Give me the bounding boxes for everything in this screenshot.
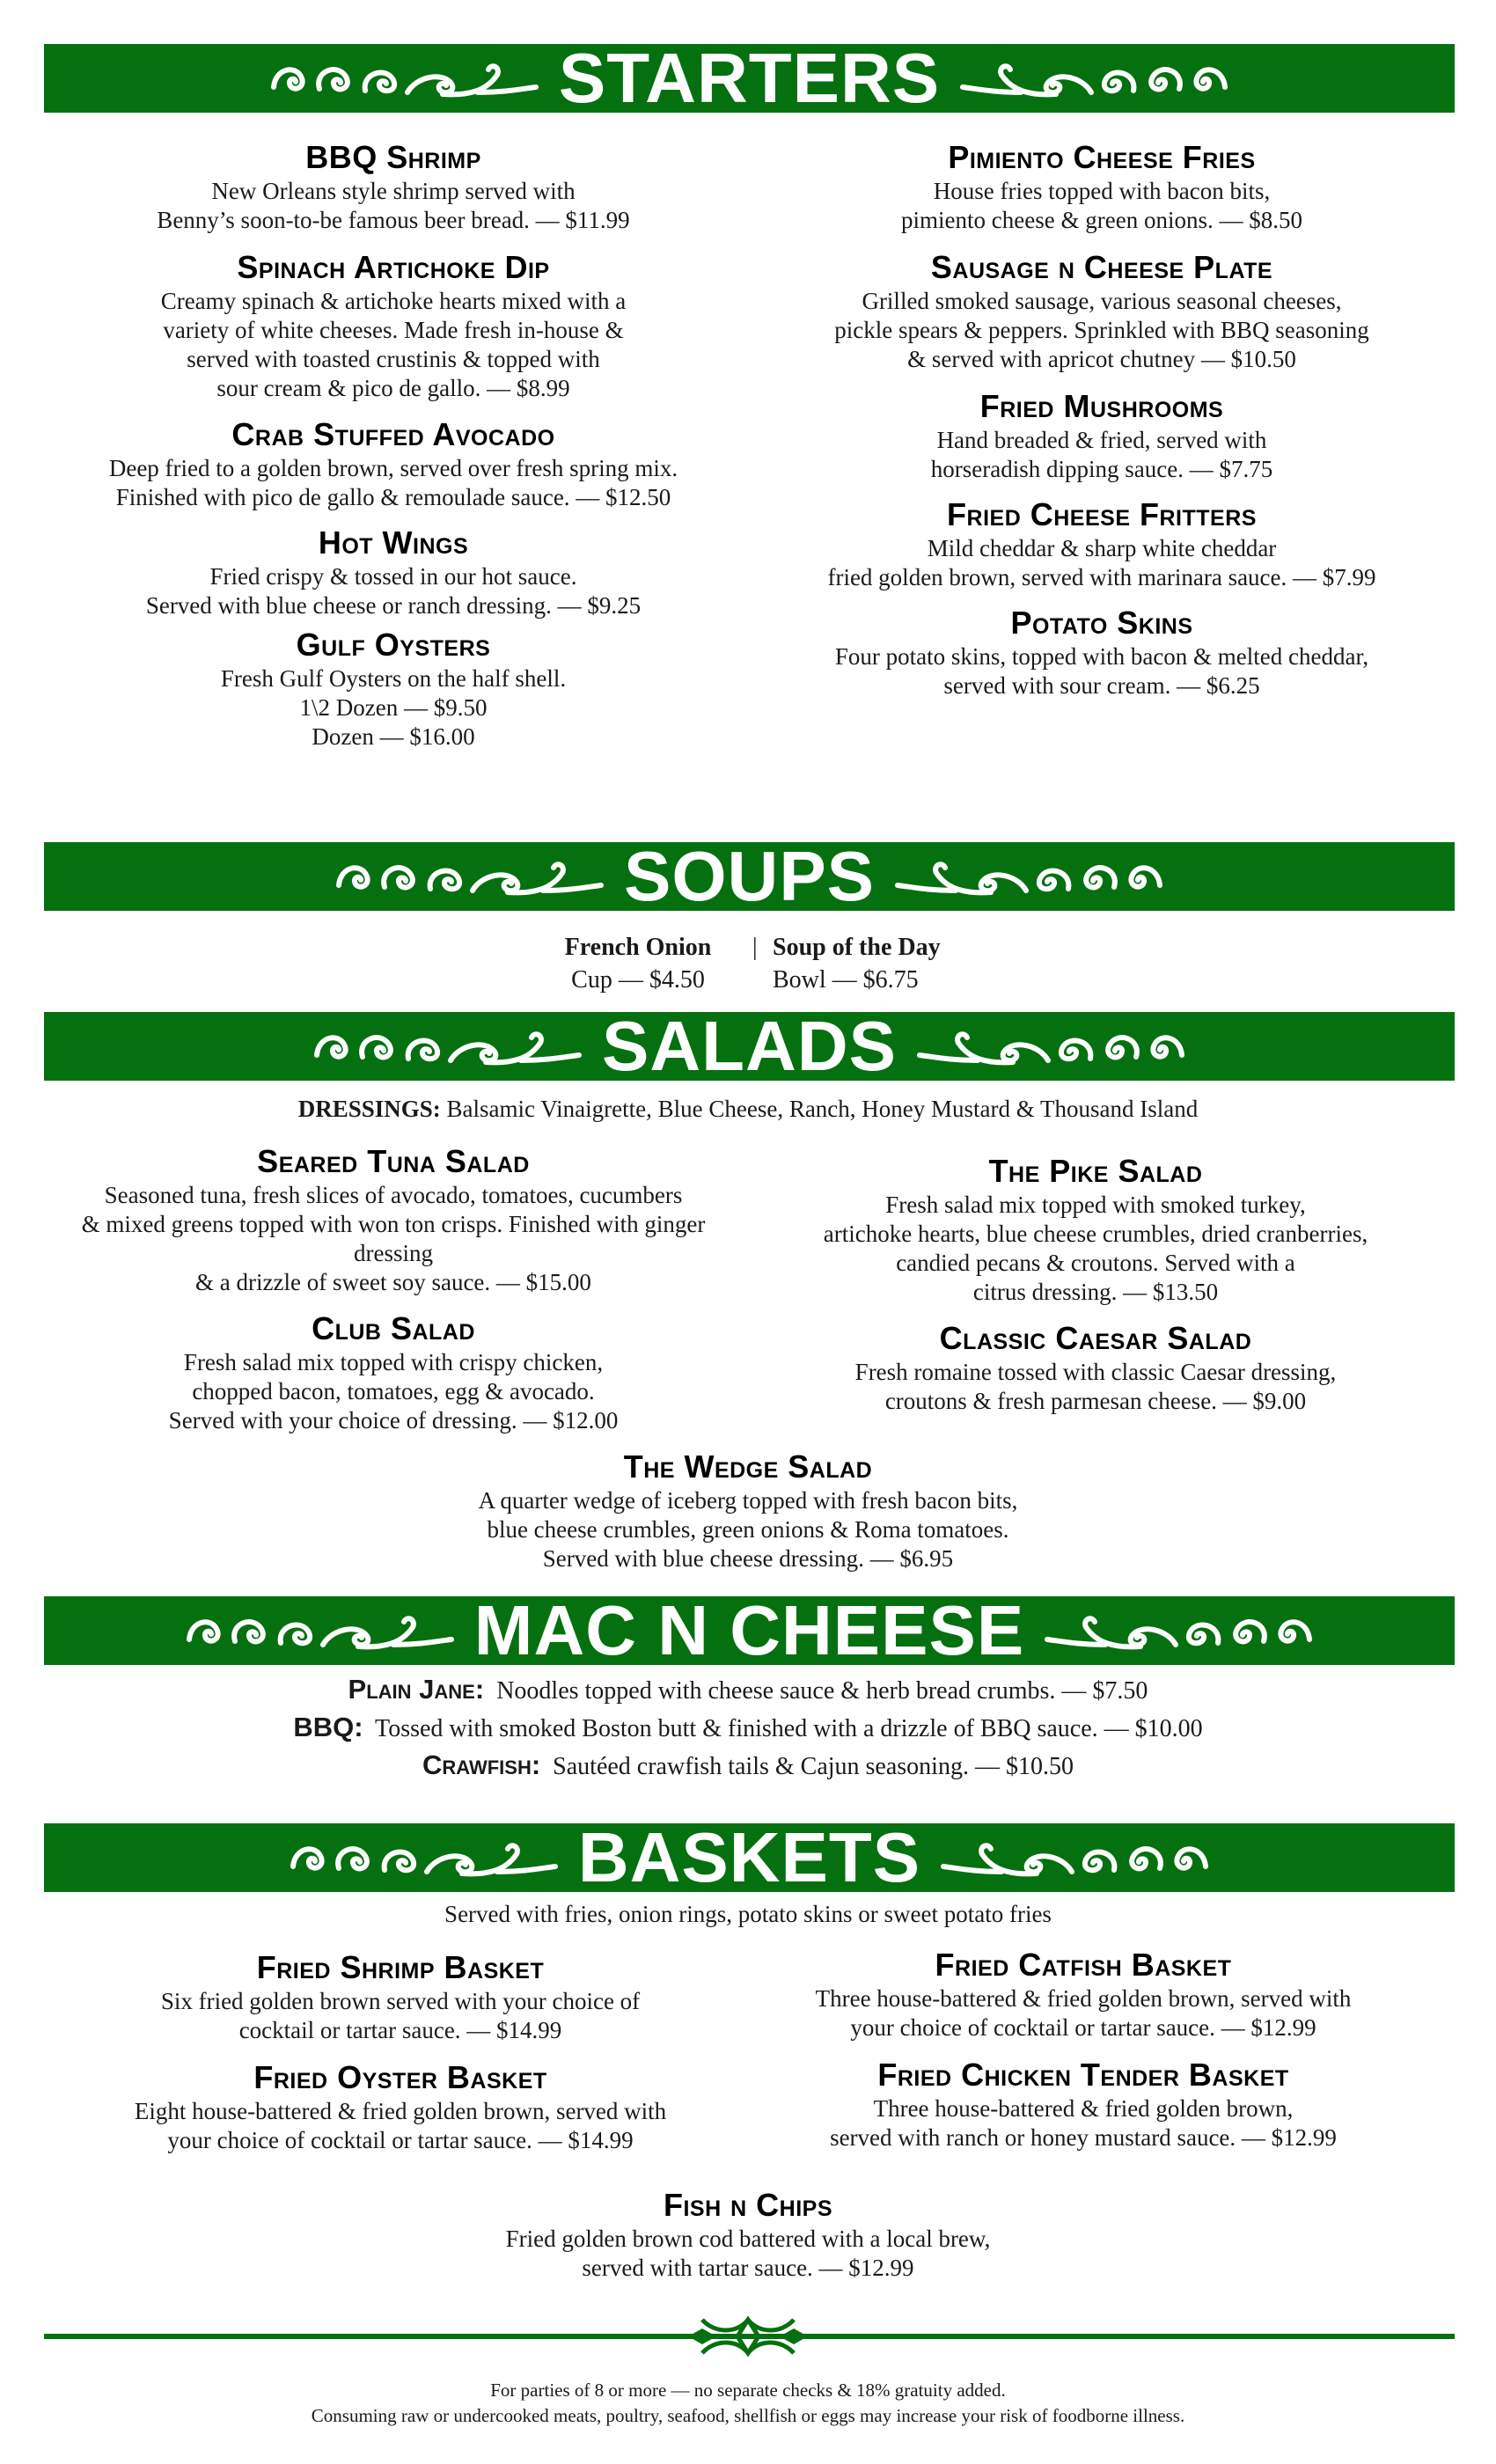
menu-item-name: Pimiento Cheese Fries <box>948 139 1256 175</box>
menu-item-name: Sausage n Cheese Plate <box>930 249 1273 285</box>
menu-item-description: Three house-battered & fried golden brown, served with <box>815 1985 1352 2012</box>
soup-price: Bowl — $6.75 <box>773 966 919 994</box>
menu-item <box>157 138 629 235</box>
mac-label: BBQ: <box>293 1712 363 1742</box>
menu-item-description: A quarter wedge of iceberg topped with fresh bacon bits, <box>478 1487 1018 1514</box>
left-ornament-icon <box>310 1020 583 1073</box>
menu-item-description: pickle spears & peppers. Sprinkled with BBQ seasoning <box>834 317 1369 343</box>
starters-banner <box>44 39 1455 117</box>
menu-item <box>827 495 1375 592</box>
dressings-list: Balsamic Vinaigrette, Blue Cheese, Ranch, Honey Mustard & Thousand Island <box>446 1096 1199 1122</box>
menu-item <box>161 1948 640 2045</box>
left-ornament-icon <box>267 52 539 105</box>
menu-item-name: Fried Catfish Basket <box>935 1947 1232 1983</box>
mac-description: Tossed with smoked Boston butt & finished with a drizzle of BBQ sauce. — $10.00 <box>375 1715 1203 1742</box>
soup-separator: | <box>752 934 758 961</box>
menu-item-description: horseradish dipping sauce. — $7.75 <box>930 456 1273 482</box>
menu-item-description: Three house-battered & fried golden brown, <box>873 2095 1294 2122</box>
menu-item-description: croutons & fresh parmesan cheese. — $9.00 <box>884 1388 1307 1414</box>
menu-item <box>830 2056 1337 2152</box>
menu-item-description: Eight house-battered & fried golden brown, served with <box>134 2098 667 2124</box>
right-ornament-icon <box>959 52 1232 105</box>
menu-item-description: candied pecans & croutons. Served with a <box>896 1250 1295 1276</box>
soup-price: Cup — $4.50 <box>571 966 705 994</box>
soups-banner <box>44 837 1455 915</box>
menu-item-name: The Pike Salad <box>988 1153 1203 1189</box>
menu-item-description: 1\2 Dozen — $9.50 <box>299 694 488 721</box>
soup-french-onion <box>539 931 737 996</box>
dressings-label: DRESSINGS: <box>297 1096 441 1122</box>
menu-item-description: served with ranch or honey mustard sauce. — $12.99 <box>830 2124 1337 2151</box>
menu-item-name: Gulf Oysters <box>296 627 491 663</box>
menu-item-description: Fried crispy & tossed in our hot sauce. <box>209 563 577 590</box>
baskets-subtitle: Served with fries, onion rings, potato skins or sweet potato fries <box>444 1901 1052 1927</box>
menu-item-name: Classic Caesar Salad <box>939 1320 1252 1356</box>
menu-item-description: Served with blue cheese or ranch dressing. — $9.25 <box>145 592 642 619</box>
menu-item <box>161 248 627 403</box>
menu-item-description: Finished with pico de gallo & remoulade sauce. — $12.50 <box>115 484 671 510</box>
soup-name: Soup of the Day <box>773 934 941 961</box>
menu-item-description: House fries topped with bacon bits, <box>933 178 1271 204</box>
left-ornament-icon <box>286 1831 559 1884</box>
menu-item-name: Hot Wings <box>318 524 469 561</box>
mac-label: Plain Jane: <box>348 1674 485 1705</box>
menu-item <box>931 387 1272 484</box>
menu-item-name: Fish n Chips <box>663 2187 833 2223</box>
menu-item-description: Mild cheddar & sharp white cheddar <box>927 535 1277 561</box>
menu-item <box>109 415 678 512</box>
right-ornament-icon <box>1044 1604 1316 1657</box>
soup-name: French Onion <box>564 934 712 961</box>
mac-banner <box>44 1591 1455 1669</box>
menu-item-description: Six fried golden brown served with your choice of <box>160 1988 641 2014</box>
menu-item-name: The Wedge Salad <box>623 1448 873 1485</box>
menu-item-name: Spinach Artichoke Dip <box>237 249 550 285</box>
salad-dressings <box>0 1095 1496 1124</box>
menu-item-name: Club Salad <box>312 1310 475 1346</box>
mac-item <box>0 1674 1496 1707</box>
menu-item-description: Seasoned tuna, fresh slices of avocado, tomatoes, cucumbers <box>104 1182 683 1208</box>
menu-item <box>221 626 566 752</box>
menu-item-name: Crab Stuffed Avocado <box>231 416 555 452</box>
menu-item <box>506 2186 991 2283</box>
menu-item-description: served with sour cream. — $6.25 <box>943 672 1260 699</box>
menu-item <box>479 1448 1018 1573</box>
menu-item <box>816 1946 1352 2042</box>
menu-item <box>169 1309 619 1435</box>
section-title: MAC N CHEESE <box>473 1591 1025 1669</box>
mac-item <box>0 1712 1496 1745</box>
menu-item-description: Served with your choice of dressing. — $12.00 <box>168 1407 619 1434</box>
menu-item-description: Fresh salad mix topped with crispy chicken, <box>183 1349 604 1375</box>
menu-item <box>824 1152 1368 1307</box>
menu-item-name: BBQ Shrimp <box>305 139 481 175</box>
menu-item-description: your choice of cocktail or tartar sauce. — $14.99 <box>167 2127 634 2153</box>
mac-description: Sautéed crawfish tails & Cajun seasoning. — $10.50 <box>553 1753 1074 1780</box>
menu-item <box>82 1142 706 1297</box>
menu-item-name: Fried Shrimp Basket <box>256 1949 545 1985</box>
menu-item-description: artichoke hearts, blue cheese crumbles, dried cranberries, <box>823 1221 1368 1247</box>
menu-item-description: Dozen — $16.00 <box>312 723 475 750</box>
section-title: BASKETS <box>577 1818 921 1896</box>
menu-item-description: Fresh romaine tossed with classic Caesar dressing, <box>854 1359 1337 1385</box>
menu-item-name: Fried Mushrooms <box>979 388 1224 424</box>
left-ornament-icon <box>332 850 605 903</box>
menu-item-description: dressing <box>353 1240 433 1266</box>
menu-item-description: Fresh salad mix topped with smoked turkey, <box>885 1192 1306 1218</box>
menu-item-name: Fried Cheese Fritters <box>947 496 1257 532</box>
menu-item <box>855 1319 1337 1416</box>
menu-item-description: chopped bacon, tomatoes, egg & avocado. <box>192 1378 595 1404</box>
right-ornament-icon <box>894 850 1167 903</box>
right-ornament-icon <box>916 1020 1189 1073</box>
footer-note-health: Consuming raw or undercooked meats, poultry, seafood, shellfish or eggs may increase your risk of foodborne illness. <box>311 2405 1185 2426</box>
mac-item <box>0 1749 1496 1783</box>
divider-ornament-icon <box>671 2313 825 2360</box>
menu-item-description: & served with apricot chutney — $10.50 <box>907 346 1296 372</box>
menu-item-description: pimiento cheese & green onions. — $8.50 <box>901 207 1302 233</box>
menu-item-description: & mixed greens topped with won ton crisps. Finished with ginger <box>81 1211 706 1237</box>
menu-item-description: citrus dressing. — $13.50 <box>972 1279 1219 1305</box>
menu-item-description: your choice of cocktail or tartar sauce. — $12.99 <box>850 2014 1316 2041</box>
menu-item <box>835 604 1368 700</box>
menu-item-name: Fried Oyster Basket <box>253 2059 547 2095</box>
menu-item-description: served with tartar sauce. — $12.99 <box>582 2255 914 2281</box>
menu-item <box>834 248 1368 374</box>
menu-item-description: Benny’s soon-to-be famous beer bread. — $11.99 <box>157 207 630 233</box>
menu-item-description: New Orleans style shrimp served with <box>211 178 576 204</box>
menu-item-name: Potato Skins <box>1010 605 1193 641</box>
menu-item-description: Fresh Gulf Oysters on the half shell. <box>220 665 567 692</box>
menu-item-description: blue cheese crumbles, green onions & Roma tomatoes. <box>487 1516 1009 1543</box>
menu-item-description: variety of white cheeses. Made fresh in-house & <box>163 317 624 343</box>
left-ornament-icon <box>182 1604 455 1657</box>
section-title: SALADS <box>602 1007 897 1085</box>
menu-item <box>901 138 1302 235</box>
menu-item-description: fried golden brown, served with marinara sauce. — $7.99 <box>827 564 1376 590</box>
footer-note-gratuity: For parties of 8 or more — no separate checks & 18% gratuity added. <box>490 2380 1006 2401</box>
section-title: STARTERS <box>558 39 941 117</box>
menu-item-description: Served with blue cheese dressing. — $6.95 <box>542 1545 954 1572</box>
menu-item <box>135 2058 666 2155</box>
menu-item-name: Fried Chicken Tender Basket <box>877 2057 1289 2093</box>
baskets-banner <box>44 1818 1455 1896</box>
menu-item-description: served with toasted crustinis & topped with <box>187 346 600 372</box>
section-title: SOUPS <box>623 837 876 915</box>
menu-item-name: Seared Tuna Salad <box>257 1143 530 1179</box>
menu-item-description: & a drizzle of sweet soy sauce. — $15.00 <box>195 1269 591 1295</box>
menu-item-description: cocktail or tartar sauce. — $14.99 <box>238 2017 562 2043</box>
soup-of-the-day <box>773 931 941 996</box>
mac-label: Crawfish: <box>422 1749 541 1780</box>
menu-item-description: Hand breaded & fried, served with <box>936 427 1267 453</box>
menu-item-description: Creamy spinach & artichoke hearts mixed with a <box>160 288 627 314</box>
right-ornament-icon <box>940 1831 1213 1884</box>
menu-item-description: Fried golden brown cod battered with a local brew, <box>505 2226 991 2252</box>
menu-item <box>146 524 641 620</box>
mac-description: Noodles topped with cheese sauce & herb bread crumbs. — $7.50 <box>496 1677 1148 1705</box>
menu-item-description: Grilled smoked sausage, various seasonal cheeses, <box>862 288 1342 314</box>
menu-item-description: Deep fried to a golden brown, served over fresh spring mix. <box>108 455 678 481</box>
salads-banner <box>44 1007 1455 1085</box>
menu-item-description: sour cream & pico de gallo. — $8.99 <box>216 375 570 401</box>
menu-item-description: Four potato skins, topped with bacon & melted cheddar, <box>834 643 1369 670</box>
